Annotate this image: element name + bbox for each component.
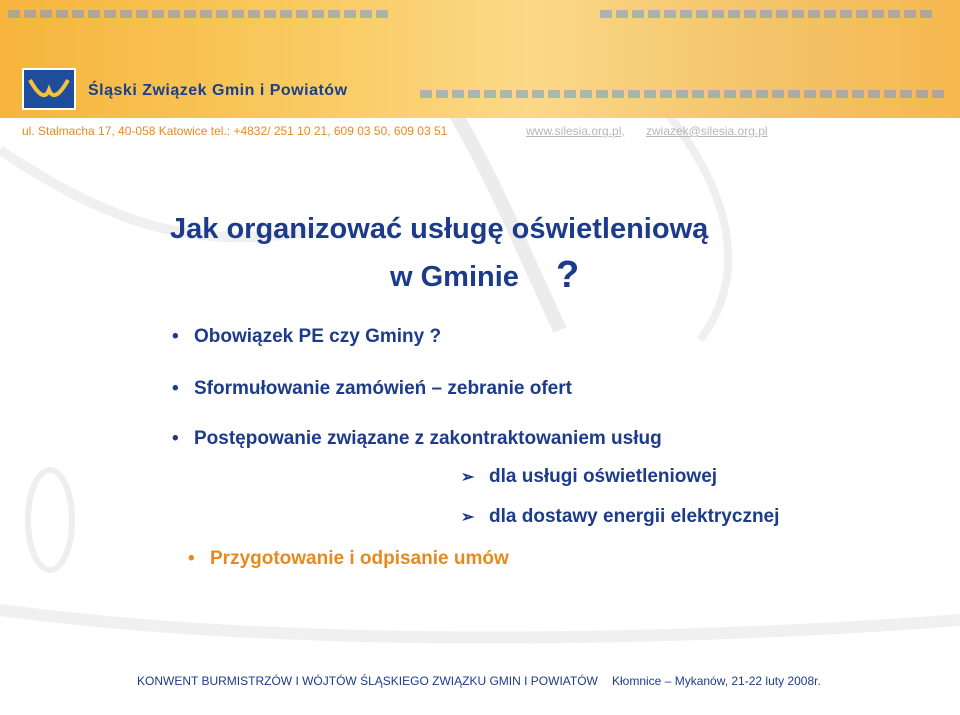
bullet-item	[172, 326, 441, 348]
bullet-text: Obowiązek PE czy Gminy ?	[194, 326, 442, 347]
slide-title: Jak organizować usługę oświetleniową	[170, 213, 709, 245]
banner-pattern	[8, 10, 388, 18]
bullet-item	[172, 428, 662, 450]
bullet-dot: •	[172, 378, 179, 399]
bullet-text: Postępowanie związane z zakontraktowaniem usług	[194, 428, 662, 449]
header-banner	[0, 0, 960, 118]
title-question-mark: ?	[556, 254, 580, 296]
email-link[interactable]: zwiazek@silesia.org.pl	[646, 124, 768, 138]
arrow-bullet-icon: ➢	[461, 509, 475, 526]
footer-convention: KONWENT BURMISTRZÓW I WÓJTÓW ŚLĄSKIEGO ZWIĄZKU GMIN I POWIATÓW	[137, 674, 598, 688]
sub-bullet-text: dla dostawy energii elektrycznej	[489, 506, 780, 527]
bullet-text: Sformułowanie zamówień – zebranie ofert	[194, 378, 572, 399]
website-link[interactable]: www.silesia.org.pl,	[526, 124, 625, 138]
sub-bullet-item	[461, 506, 779, 528]
bullet-dot: •	[172, 326, 179, 347]
organization-name: Śląski Związek Gmin i Powiatów	[88, 82, 348, 99]
arrow-bullet-icon: ➢	[461, 469, 475, 486]
slide-subtitle: w Gminie	[390, 261, 519, 293]
logo	[22, 68, 76, 110]
banner-pattern	[420, 90, 944, 98]
footer-place-date: Kłomnice – Mykanów, 21-22 luty 2008r.	[612, 674, 821, 688]
bird-logo-icon	[24, 70, 74, 108]
highlight-bullet-text: Przygotowanie i odpisanie umów	[210, 548, 509, 569]
address-line: ul. Stalmacha 17, 40-058 Katowice tel.: +4832/ 251 10 21, 609 03 50, 609 03 51	[22, 124, 448, 138]
bullet-dot: •	[188, 548, 195, 569]
banner-pattern	[600, 10, 932, 18]
sub-bullet-item	[461, 466, 717, 488]
sub-bullet-text: dla usługi oświetleniowej	[489, 466, 718, 487]
bullet-item	[172, 378, 572, 400]
bullet-dot: •	[172, 428, 179, 449]
highlight-bullet-item	[188, 548, 509, 570]
